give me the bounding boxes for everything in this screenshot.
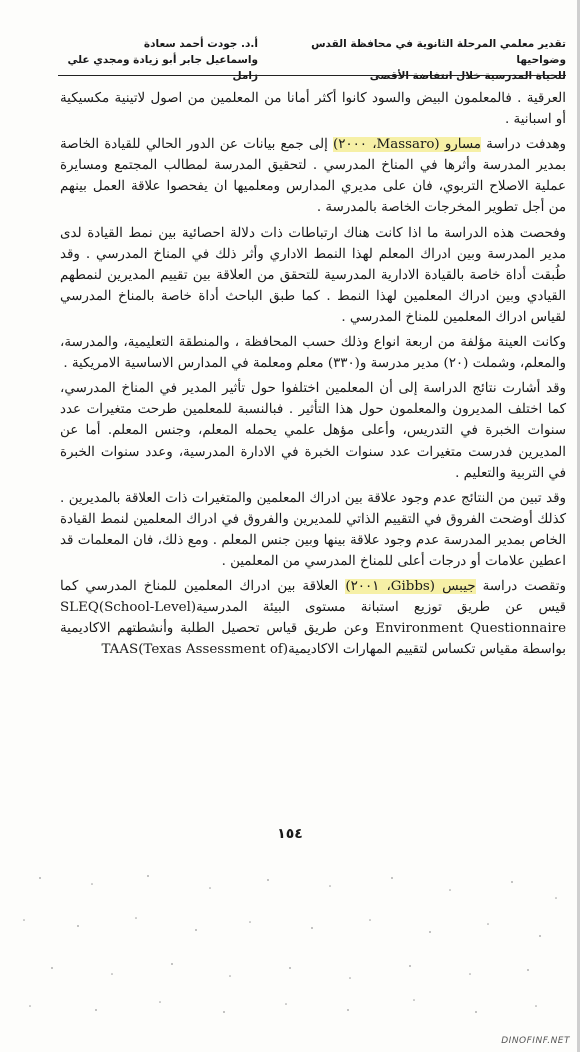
paragraph: العرقية . فالمعلمون البيض والسود كانوا أكثر أمانا من المعلمين من اصول لاتينية مكسيكية أو اسبانية . <box>60 91 566 128</box>
paragraph: وتقصت دراسة جيبس (Gibbs، ٢٠٠١) العلاقة بين ادراك المعلمين للمناخ المدرسي كما قيس عن طريق توزيع استبانة مستوى البيئة المدرسية(School-Level)SLEQ Environment Questionnaire وعن طريق قياس تحصيل الطلبة وأنشطتهم الاكاديمية بواسطة مقياس تكساس لتقييم المهارات الاكاديمية(Texas Assessment of)TAAS <box>60 579 566 658</box>
header-title <box>266 36 566 84</box>
scan-noise <box>0 860 580 1020</box>
header-divider <box>58 75 566 76</box>
watermark: DINOFINF.NET <box>501 1036 570 1046</box>
paragraph: وهدفت دراسة مسارو (Massaro، ٢٠٠٠) إلى جمع بيانات عن الدور الحالي للقيادة الخاصة بمدير المدرسة وأثرها في المناخ المدرسي . لتحقيق المدرسة لمطالب المجتمع ومسايرة عملية الاصلاح التربوي، فان على مديري المدارس ومعلميها ان يفحصوا علاقة العمل بينهم من أجل تطوير المخرجات الخاصة بالمدرسة . <box>60 137 566 216</box>
paragraph: وفحصت هذه الدراسة ما اذا كانت هناك ارتباطات ذات دلالة احصائية بين نمط القيادة لدى مدير المدرسة وبين ادراك المعلم لهذا النمط الاداري وأثر ذلك في المناخ المدرسي . وقد طُبقت أداة خاصة بالقيادة الادارية المدرسية للتحقق من العلاقة بين تقييم المديرين لنمطهم القيادي وبين ادراك المعلمين لهذا النمط . كما طبق الباحث أداة خاصة بالمناخ المدرسي لقياس ادراك المعلمين للمناخ المدرسي . <box>60 225 566 325</box>
paragraph: وقد تبين من النتائج عدم وجود علاقة بين ادراك المعلمين والمتغيرات ذات العلاقة بالمديرين . كذلك أوضحت الفروق في التقييم الذاتي للمديرين والفروق في ادراك المعلمين لنمط القيادة الخاص بمدير المدرسة عدم وجود علاقة بينها وبين جنس المعلم . ومع ذلك، فان المعلمات قد اعطين علامات أو درجات أعلى للمناخ المدرسي من المعلمين . <box>60 490 566 569</box>
header-title-line-2: للحياة المدرسية خلال انتفاضة الأقصى <box>369 70 566 82</box>
highlighted-citation: مسارو (Massaro، ٢٠٠٠) <box>333 137 481 153</box>
header-authors-line-2: واسماعيل جابر أبو زيادة ومجدي علي زامل <box>67 54 258 82</box>
paragraph: وكانت العينة مؤلفة من اربعة انواع وذلك حسب المحافظة ، والمنطقة التعليمية، والمدرسة، والمعلم، وشملت (٢٠) مدير مدرسة و(٣٣٠) معلم ومعلمة في المدارس الاساسية الامريكية . <box>60 335 566 372</box>
header-title-line-1: تقدير معلمي المرحلة الثانوية في محافظة القدس وضواحيها <box>311 38 566 66</box>
header-authors-line-1: أ.د. جودت أحمد سعادة <box>143 38 258 50</box>
page-number: ١٥٤ <box>277 826 303 842</box>
body-text <box>60 88 566 664</box>
paragraph: وقد أشارت نتائج الدراسة إلى أن المعلمين اختلفوا حول تأثير المدير في المناخ المدرسي، كما اختلف المديرون والمعلمون حول هذا التأثير . فبالنسبة للمعلمين طرحت متغيرات عدد سنوات الخبرة في التدريس، وأعلى مؤهل علمي يحمله المعلم، وجنس المعلم. أما عن المديرين فدرست متغيرات عدد سنوات الخبرة في الادارة المدرسية، وعدد سنوات الخبرة في التربية والتعليم . <box>60 381 566 481</box>
running-header <box>58 36 566 82</box>
highlighted-citation: جيبس (Gibbs، ٢٠٠١) <box>345 579 476 595</box>
header-authors <box>58 36 258 84</box>
